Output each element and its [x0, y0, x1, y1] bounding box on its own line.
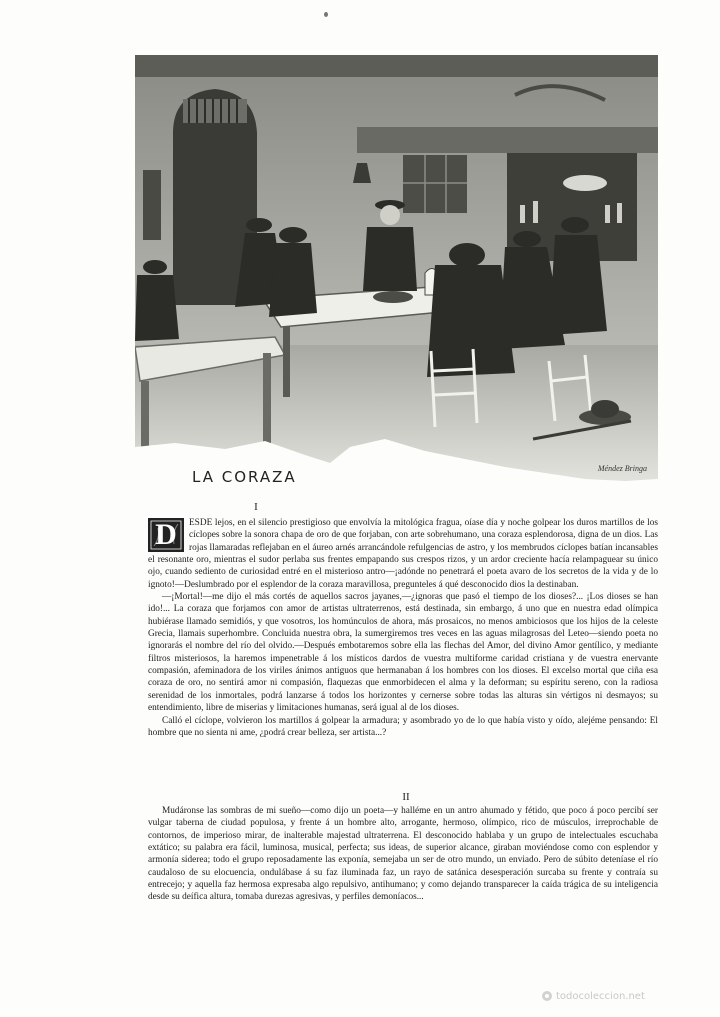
dish — [373, 291, 413, 303]
paragraph-4: Mudáronse las sombras de mi sueño—como dijo un poeta—y halléme en un antro ahumado y fétido, que poco á poco percibí ser vulgar taberna de ciudad populosa, y frente á un hombre alto, arrogante, hermoso, olímpico, rico de músculos, irreprochable de contornos, de imperioso mirar, de inalterable majestad ultraterrena. El desconocido hablaba y un grupo de intelectuales escuchaba extático; su palabra era fácil, luminosa, musical, perfecta; sus ideas, de superior alcance, giraban moviéndose como con esplendor y armonía siderea; todo el grupo reposadamente las exponía, semejaba un ser de otro mundo, un enviado. Pero de súbito deteníase el río caudaloso de su elocuencia, ondulábase á su faz iluminada faz, un rayo de satánica desesperación surcaba su frente y contraía su entrecejo; y aquella faz hermosa expresaba algo repulsivo, antihumano; y como dejando transparecer la caída trágica de su inteligencia desde su deífica altura, tomaba durezas agresivas, y perfiles demoníacos... — [148, 806, 658, 903]
artist-signature: Méndez Bringa — [597, 464, 647, 473]
ceiling-beam — [135, 55, 658, 77]
scan-speck — [324, 12, 328, 17]
tavern-scene — [135, 55, 658, 485]
article-title: LA CORAZA — [192, 468, 297, 486]
hanging-cloth — [563, 175, 607, 191]
watermark-logo-icon — [541, 990, 553, 1002]
paragraph-3: Calló el cíclope, volvieron los martillos á golpear la armadura; y asombrado yo de lo que había visto y oído, alejéme pensando: El hombre que no sienta ni ame, ¿podrá crear belleza, ser artista...? — [148, 715, 658, 738]
wall-ledge — [357, 127, 658, 153]
paragraph-2: —¡Mortal!—me dijo el más cortés de aquellos sacros jayanes,—¿ignoras que pasó el tiempo de los dioses?... ¡Los dioses se han ido!... La coraza que forjamos con amor de artistas ultraterrenos, está destinada, sin embargo, á uno que en nuestra edad olímpica hubiérase llamado semidiós, y que vosotros, los homúnculos de ahora, más prosaicos, no menos ambiciosos que los hijos de la celeste Grecia, llamais superhombre. Concluida nuestra obra, la sumergiremos tres veces en las aguas milagrosas del Leteo—siendo poeta no ignorarás el nombre del río del olvido.—Después embotaremos sobre ella las flechas del Amor, del divino Amor gentílico, y mediante filtros misteriosos, la haremos impenetrable á los místicos dardos de vuestra multiforme caridad cristiana y de vuestra enervante compasión, afeminadora de los viriles ánimos antiguos que hermanaban á los hombres con los dioses. El excelso mortal que ciña esa coraza de oro, no sentirá amor ni compasión, flaquezas que enmorbidecen el alma y la deforman; su espíritu sereno, con la radiosa serenidad de los inmortales, podrá lanzarse á todos los horizontes y cernerse sobre todas las alturas sin vértigos ni desmayos; su entendimiento, libre de miserias y limitaciones humanas, será igual al de los dioses. — [148, 592, 658, 714]
first-word: ESDE — [189, 518, 213, 528]
tavern-window — [403, 155, 467, 213]
section-number-1: I — [254, 501, 258, 513]
site-watermark — [541, 988, 713, 1004]
window-shutter — [143, 170, 161, 240]
watermark-text: todocoleccion.net — [556, 990, 645, 1002]
section-number-2: II — [402, 791, 410, 803]
section-2-text — [148, 805, 658, 904]
tavern-illustration — [135, 55, 658, 485]
paragraph-1 — [148, 517, 658, 591]
paragraph-1-body: lejos, en el silencio prestigioso que envolvía la mitológica fragua, oíase día y noche golpear los duros martillos de los cíclopes sobre la sonora chapa de oro de que forjaban, con arte sobrehumano, una coraza esplendorosa, digna de un dios. Las rojas llamaradas reflejaban en el áureo arnés arrancándole refulgencias de astro, y los membrudos cíclopes batían incansables el resonante oro, mientras el sudor perlaba sus frentes empapando sus crespos rizos, y un ardor creciente hacía relampaguear su único ojo, cuando sediento de curiosidad entré en el misterioso antro—¡adónde no penetrará el poeta avaro de los secretos de la vida y de lo ignoto!—Deslumbrado por el esplendor de la coraza maravillosa, pregunteles á qué desconocido dios la destinaban. — [148, 518, 658, 590]
drop-cap: D — [148, 518, 184, 552]
section-1-text — [148, 517, 658, 739]
